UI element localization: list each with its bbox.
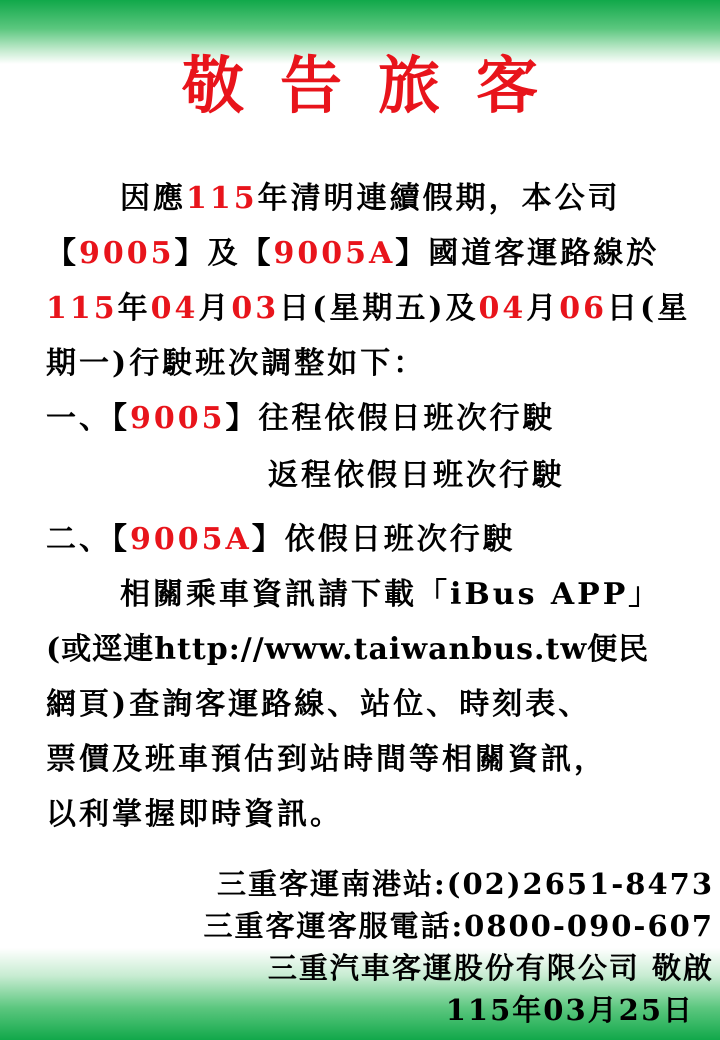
info-line-2: (或逕連http://www.taiwanbus.tw便民 bbox=[46, 632, 650, 667]
route-9005a: 9005A bbox=[273, 236, 396, 271]
info-line-1: 相關乘車資訊請下載「iBus APP」 bbox=[120, 577, 662, 612]
info-line-3: 網頁)查詢客運路線、站位、時刻表、 bbox=[46, 687, 592, 722]
item-one: 一、【9005】往程依假日班次行駛 bbox=[46, 401, 556, 436]
item-one-route: 9005 bbox=[130, 401, 226, 436]
intro-line-3: 115年04月03日(星期五)及04月06日(星 bbox=[46, 291, 691, 326]
info-line-5: 以利掌握即時資訊。 bbox=[46, 797, 343, 832]
company-name: 三重汽車客運股份有限公司 敬啟 bbox=[267, 951, 714, 985]
intro-line-4: 期一)行駛班次調整如下： bbox=[46, 346, 427, 381]
notice-date: 115年03月25日 bbox=[445, 993, 694, 1027]
item-two: 二、【9005A】依假日班次行駛 bbox=[46, 522, 516, 557]
info-line-4: 票價及班車預估到站時間等相關資訊， bbox=[46, 742, 607, 777]
service-phone: 三重客運客服電話:0800-090-607 bbox=[203, 909, 714, 943]
holiday-year: 115 bbox=[186, 181, 258, 216]
intro-line-2: 【9005】及【9005A】國道客運路線於 bbox=[46, 236, 660, 271]
intro-line-1: 因應115年清明連續假期，本公司 bbox=[120, 181, 621, 216]
notice-title: 敬告旅客 bbox=[181, 49, 574, 122]
station-phone: 三重客運南港站:(02)2651-8473 bbox=[217, 867, 714, 901]
item-two-route: 9005A bbox=[130, 522, 252, 557]
route-9005: 9005 bbox=[79, 236, 175, 271]
item-one-return: 返程依假日班次行駛 bbox=[268, 458, 565, 493]
